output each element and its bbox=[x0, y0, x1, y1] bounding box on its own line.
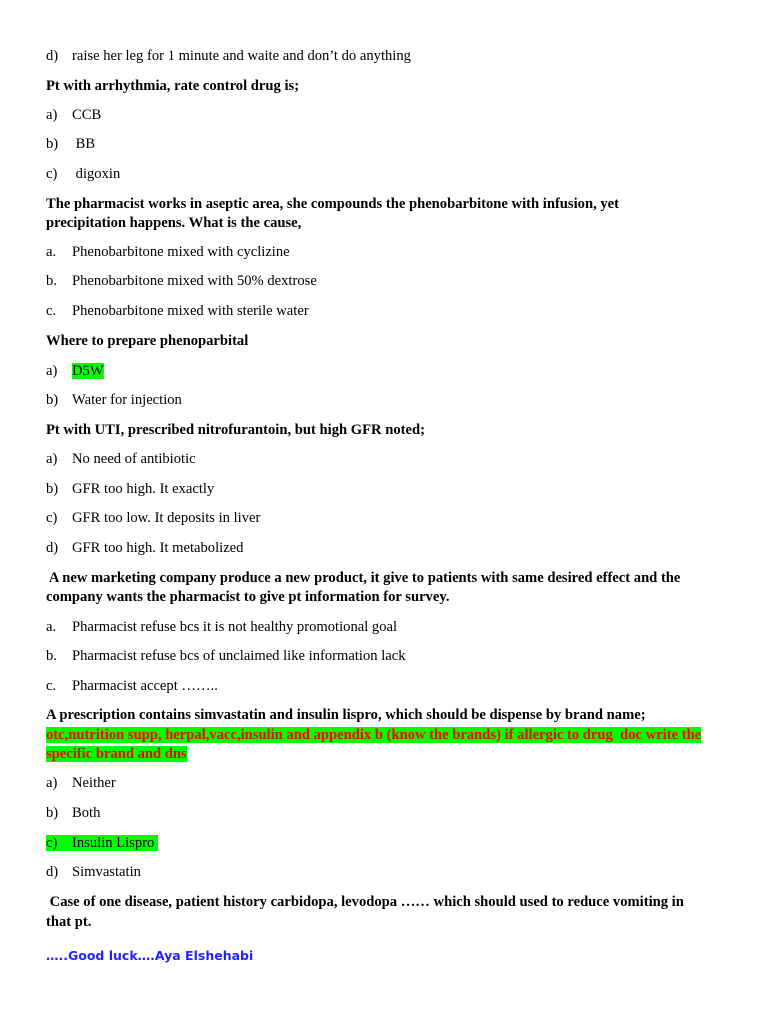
question-prescription: A prescription contains simvastatin and insulin lispro, which should be dispense by brand name; bbox=[46, 707, 646, 723]
option-marker: b. bbox=[46, 648, 57, 664]
option-marker: d) bbox=[46, 48, 59, 64]
question-phenoparbital: Where to prepare phenoparbital bbox=[46, 333, 249, 349]
option-marker: c) bbox=[46, 510, 58, 526]
option-b bbox=[46, 480, 214, 498]
option-c bbox=[46, 165, 120, 183]
option-b bbox=[46, 804, 100, 822]
option-text: Phenobarbitone mixed with 50% dextrose bbox=[72, 273, 317, 289]
option-marker: a) bbox=[46, 775, 58, 791]
option-text: No need of antibiotic bbox=[72, 451, 196, 467]
question-vomiting-line1: Case of one disease, patient history carbidopa, levodopa …… which should used to reduce vomiting in bbox=[46, 894, 684, 910]
option-c bbox=[46, 509, 260, 527]
option-text: Both bbox=[72, 805, 101, 821]
option-marker: b. bbox=[46, 273, 57, 289]
option-text: Pharmacist refuse bcs it is not healthy promotional goal bbox=[72, 619, 398, 635]
footer-signoff: …..Good luck….Aya Elshehabi bbox=[46, 948, 254, 963]
option-marker: b) bbox=[46, 481, 59, 497]
answer-note-line1 bbox=[46, 726, 701, 744]
option-a bbox=[46, 362, 104, 380]
option-a bbox=[46, 618, 397, 636]
option-b bbox=[46, 391, 182, 409]
option-c bbox=[46, 302, 309, 320]
option-d bbox=[46, 863, 141, 881]
answer-note-text: specific brand and dns bbox=[46, 746, 187, 762]
question-marketing-line1: A new marketing company produce a new product, it give to patients with same desired effect and the bbox=[46, 570, 681, 586]
option-d bbox=[46, 539, 243, 557]
option-text: GFR too low. It deposits in liver bbox=[72, 510, 261, 526]
option-text: Simvastatin bbox=[72, 864, 141, 880]
option-d bbox=[46, 47, 411, 65]
question-vomiting-line2: that pt. bbox=[46, 914, 92, 930]
option-marker: a. bbox=[46, 619, 57, 635]
question-arrhythmia: Pt with arrhythmia, rate control drug is; bbox=[46, 78, 300, 94]
option-a bbox=[46, 243, 290, 261]
option-text: Pharmacist refuse bcs of unclaimed like information lack bbox=[72, 648, 406, 664]
option-marker: a. bbox=[46, 244, 57, 260]
option-marker: c) bbox=[46, 166, 58, 182]
option-text: CCB bbox=[72, 107, 102, 123]
option-b bbox=[46, 135, 95, 153]
answer-note-text: otc,nutrition supp, herpal,vacc,insulin and appendix b (know the brands) if allergic to drug doc write the bbox=[46, 727, 702, 743]
option-marker: d) bbox=[46, 540, 59, 556]
option-marker: b) bbox=[46, 805, 59, 821]
option-text: Pharmacist accept …….. bbox=[72, 678, 218, 694]
option-marker: b) bbox=[46, 136, 59, 152]
option-text-highlighted: Insulin Lispro bbox=[72, 835, 158, 851]
question-aseptic-line1: The pharmacist works in aseptic area, she compounds the phenobarbitone with infusion, yet bbox=[46, 196, 619, 212]
option-b bbox=[46, 272, 317, 290]
option-text: GFR too high. It exactly bbox=[72, 481, 215, 497]
option-text: Phenobarbitone mixed with sterile water bbox=[72, 303, 309, 319]
option-a bbox=[46, 774, 116, 792]
option-text: Phenobarbitone mixed with cyclizine bbox=[72, 244, 290, 260]
option-text: BB bbox=[72, 136, 96, 152]
option-a bbox=[46, 106, 101, 124]
option-marker: a) bbox=[46, 451, 58, 467]
question-aseptic-line2: precipitation happens. What is the cause, bbox=[46, 215, 302, 231]
option-marker: c. bbox=[46, 303, 57, 319]
question-marketing-line2: company wants the pharmacist to give pt information for survey. bbox=[46, 589, 450, 605]
option-marker: b) bbox=[46, 392, 59, 408]
option-text: Neither bbox=[72, 775, 116, 791]
option-b bbox=[46, 647, 406, 665]
option-text: GFR too high. It metabolized bbox=[72, 540, 244, 556]
option-text: digoxin bbox=[72, 166, 121, 182]
option-c bbox=[46, 834, 158, 852]
answer-note-line2 bbox=[46, 745, 187, 763]
option-marker: a) bbox=[46, 363, 58, 379]
option-marker: c. bbox=[46, 678, 57, 694]
option-marker: c) bbox=[46, 835, 58, 851]
option-text: Water for injection bbox=[72, 392, 182, 408]
option-c bbox=[46, 677, 218, 695]
option-a bbox=[46, 450, 196, 468]
question-uti: Pt with UTI, prescribed nitrofurantoin, but high GFR noted; bbox=[46, 422, 425, 438]
option-text: raise her leg for 1 minute and waite and don’t do anything bbox=[72, 48, 411, 64]
option-marker: a) bbox=[46, 107, 58, 123]
option-marker: d) bbox=[46, 864, 59, 880]
option-text-highlighted: D5W bbox=[72, 363, 104, 379]
